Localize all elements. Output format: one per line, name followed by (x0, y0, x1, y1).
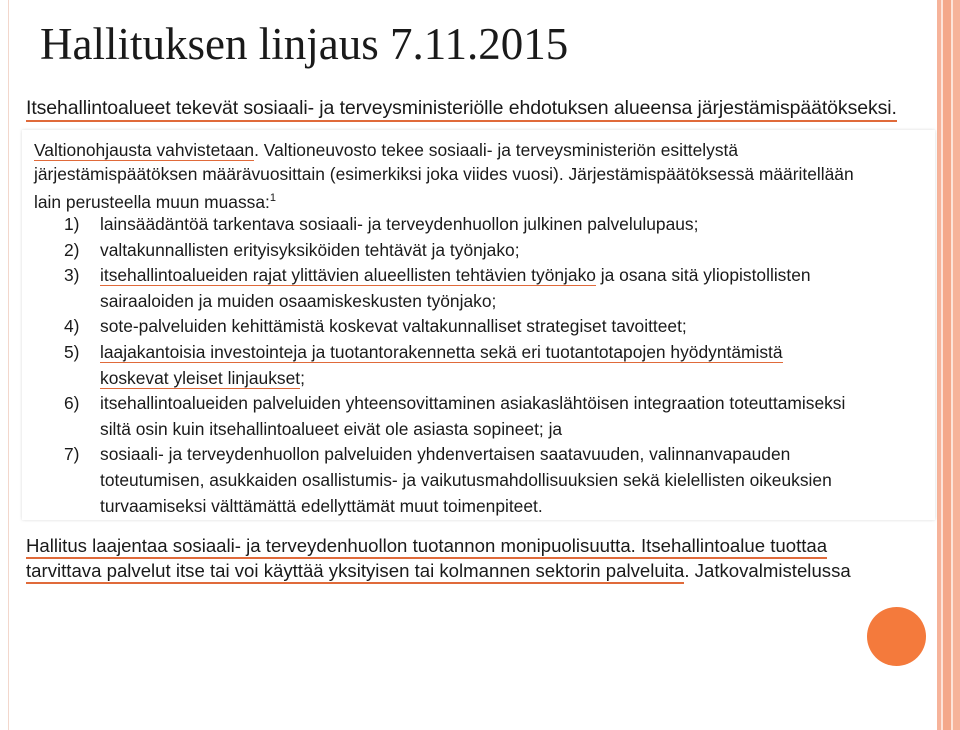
bottom-underlined-text: Hallitus laajentaa sosiaali- ja terveydenhuollon tuotannon monipuolisuutta. Itsehallintoalue tuottaa (26, 535, 827, 559)
list-underlined-text: itsehallintoalueiden rajat ylittävien alueellisten tehtävien työnjako (100, 265, 596, 286)
intro-paragraph (34, 138, 934, 214)
list-item (64, 263, 944, 314)
list-underlined-text: laajakantoisia investointeja ja tuotantorakennetta sekä eri tuotantotapojen hyödyntämistä (100, 341, 783, 362)
intro-line-2: järjestämispäätöksen määrävuosittain (esimerkiksi joka viides vuosi). Järjestämispäätöksessä määritellään (34, 164, 854, 184)
intro-line-3 (34, 186, 934, 214)
list-text-rest: ; (300, 367, 305, 388)
list-text: sosiaali- ja terveydenhuollon palveluiden yhdenvertaisen saatavuuden, valinnanvapauden (100, 444, 791, 465)
bottom-line-1 (26, 533, 936, 558)
intro-underlined: Valtionohjausta vahvistetaan (34, 140, 255, 160)
list-item (64, 238, 944, 264)
right-border-stripe (953, 0, 960, 730)
lead-underlined-text: Itsehallintoalueet tekevät sosiaali- ja terveysministeriölle ehdotuksen alueensa järjestämispäätökseksi. (26, 97, 897, 122)
list-text-continued: siltä osin kuin itsehallintoalueet eivät ole asiasta sopineet; ja (100, 418, 563, 439)
bottom-line-2 (26, 558, 936, 583)
bottom-paragraph (26, 533, 936, 583)
list-item (64, 391, 944, 442)
list-number: 1) (64, 214, 80, 234)
list-text: lainsäädäntöä tarkentava sosiaali- ja terveydenhuollon julkinen palvelulupaus; (100, 214, 699, 234)
list-number: 3) (64, 265, 80, 286)
list-number: 6) (64, 393, 80, 414)
numbered-list (64, 212, 944, 519)
list-text-rest: ja osana sitä yliopistollisten (595, 265, 811, 286)
lead-sentence (26, 97, 897, 120)
list-text (100, 340, 944, 366)
list-number: 5) (64, 341, 80, 362)
intro-line-1 (34, 138, 934, 162)
list-item (64, 212, 944, 238)
list-text-continued: toteutumisen, asukkaiden osallistumis- ja vaikutusmahdollisuuksien sekä kielellisten oikeuksien (100, 469, 832, 490)
list-item (64, 340, 944, 391)
list-text-continued: sairaaloiden ja muiden osaamiskeskusten työnjako; (100, 290, 497, 311)
list-item (64, 314, 944, 340)
list-text (100, 263, 944, 289)
list-text: valtakunnallisten erityisyksiköiden tehtävät ja työnjako; (100, 239, 520, 260)
slide-title: Hallituksen linjaus 7.11.2015 (40, 19, 569, 69)
intro-line-3-text: lain perusteella muun muassa: (34, 191, 270, 212)
intro-line-1-rest: . Valtioneuvosto tekee sosiaali- ja terveysministeriön esittelystä (254, 140, 739, 160)
list-text: itsehallintoalueiden palveluiden yhteensovittaminen asiakaslähtöisen integraation toteuttamiseksi (100, 393, 846, 414)
footnote-mark: 1 (269, 192, 276, 204)
list-text: sote-palveluiden kehittämistä koskevat valtakunnalliset strategiset tavoitteet; (100, 316, 687, 337)
decorative-orange-circle (867, 607, 926, 666)
list-number: 4) (64, 316, 80, 337)
right-border-stripe (943, 0, 951, 730)
list-text-continued: turvaamiseksi välttämättä edellyttämät muut toimenpiteet. (100, 495, 543, 516)
bottom-underlined-text: tarvittava palvelut itse tai voi käyttää yksityisen tai kolmannen sektorin palveluita (26, 560, 684, 584)
list-number: 7) (64, 444, 80, 465)
list-text-continued (100, 366, 944, 392)
bottom-line-2-rest: . Jatkovalmistelussa (684, 560, 851, 581)
list-number: 2) (64, 239, 80, 260)
list-underlined-text: koskevat yleiset linjaukset (100, 367, 301, 388)
list-item (64, 442, 944, 519)
